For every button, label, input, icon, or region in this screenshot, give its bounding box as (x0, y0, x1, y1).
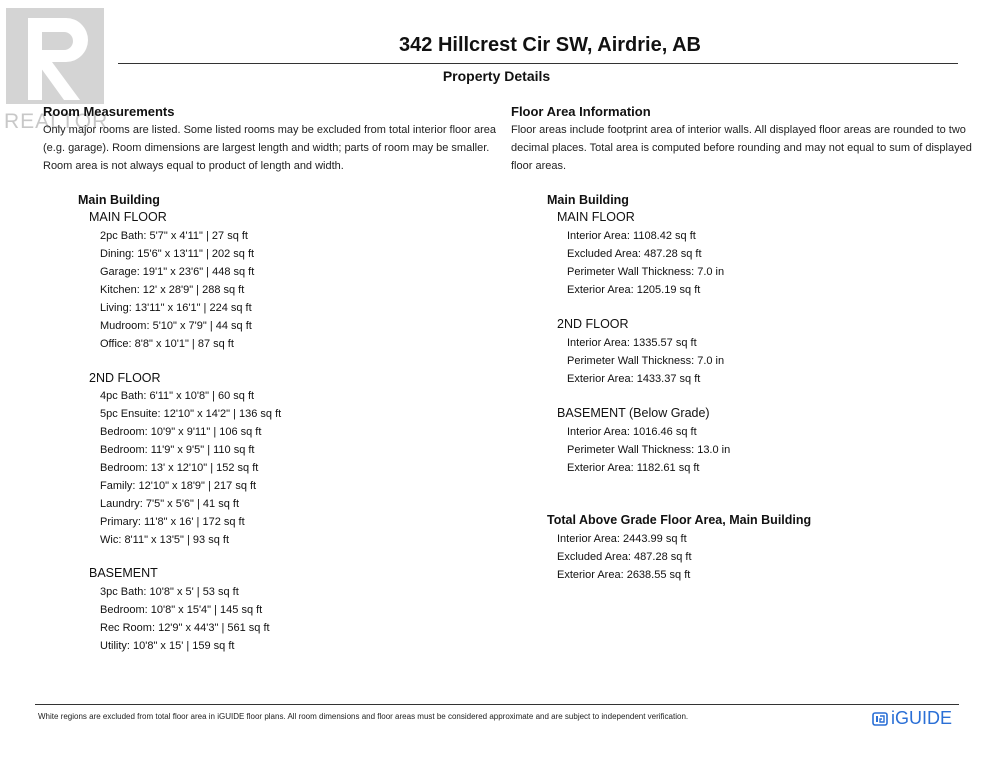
footer-divider (35, 704, 959, 705)
room-item: Bedroom: 11'9" x 9'5" | 110 sq ft (100, 444, 255, 456)
note-line: Floor areas include footprint area of interior walls. All displayed floor areas are rounded to two (511, 124, 966, 136)
area-floor-label-basement: BASEMENT (Below Grade) (557, 406, 710, 420)
room-item: 2pc Bath: 5'7" x 4'11" | 27 sq ft (100, 230, 248, 242)
note-line: decimal places. Total area is computed before rounding and may not equal to sum of displayed (511, 142, 972, 154)
total-area-heading: Total Above Grade Floor Area, Main Building (547, 513, 812, 527)
room-list-main (100, 227, 254, 353)
realtor-logo (6, 8, 104, 104)
room-item: Primary: 11'8" x 16' | 172 sq ft (100, 516, 245, 528)
room-item: Dining: 15'6" x 13'11" | 202 sq ft (100, 248, 255, 260)
area-item: Exterior Area: 1205.19 sq ft (567, 284, 701, 296)
room-item: Living: 13'11" x 16'1" | 224 sq ft (100, 302, 252, 314)
iguide-logo (872, 708, 952, 729)
area-item: Excluded Area: 487.28 sq ft (557, 551, 692, 563)
area-item: Exterior Area: 1182.61 sq ft (567, 462, 700, 474)
page-subtitle: Property Details (442, 68, 551, 84)
floor-label-basement: BASEMENT (89, 566, 158, 580)
area-item: Excluded Area: 487.28 sq ft (567, 248, 702, 260)
note-line: Only major rooms are listed. Some listed rooms may be excluded from total interior floor area (43, 124, 497, 136)
area-floor-label-main: MAIN FLOOR (557, 210, 635, 224)
floor-label-main: MAIN FLOOR (89, 210, 167, 224)
building-label: Main Building (78, 193, 160, 207)
area-list-basement (567, 423, 730, 477)
room-measurements-notes (43, 121, 496, 175)
room-measurements-heading: Room Measurements (43, 104, 175, 119)
area-item: Interior Area: 1108.42 sq ft (567, 230, 696, 242)
realtor-r-icon (6, 8, 104, 104)
building-label: Main Building (547, 193, 629, 207)
area-item: Exterior Area: 1433.37 sq ft (567, 373, 701, 385)
room-item: 4pc Bath: 6'11" x 10'8" | 60 sq ft (100, 390, 255, 402)
floor-area-notes (511, 121, 972, 175)
room-item: Mudroom: 5'10" x 7'9" | 44 sq ft (100, 320, 252, 332)
note-line: Room area is not always equal to product of length and width. (43, 160, 344, 172)
area-item: Interior Area: 2443.99 sq ft (557, 533, 687, 545)
header-divider (118, 63, 958, 64)
room-item: Utility: 10'8" x 15' | 159 sq ft (100, 640, 235, 652)
note-line: floor areas. (511, 160, 567, 172)
area-item: Perimeter Wall Thickness: 7.0 in (567, 355, 725, 367)
area-item: Perimeter Wall Thickness: 7.0 in (567, 266, 725, 278)
area-item: Interior Area: 1016.46 sq ft (567, 426, 697, 438)
room-item: Bedroom: 10'8" x 15'4" | 145 sq ft (100, 604, 263, 616)
room-list-2nd (100, 387, 281, 549)
floor-area-heading: Floor Area Information (511, 104, 651, 119)
room-item: 3pc Bath: 10'8" x 5' | 53 sq ft (100, 586, 239, 598)
room-item: Family: 12'10" x 18'9" | 217 sq ft (100, 480, 257, 492)
area-item: Perimeter Wall Thickness: 13.0 in (567, 444, 731, 456)
total-area-list (557, 530, 692, 584)
room-item: Rec Room: 12'9" x 44'3" | 561 sq ft (100, 622, 270, 634)
room-item: Garage: 19'1" x 23'6" | 448 sq ft (100, 266, 255, 278)
room-item: 5pc Ensuite: 12'10" x 14'2" | 136 sq ft (100, 408, 282, 420)
room-item: Kitchen: 12' x 28'9" | 288 sq ft (100, 284, 245, 296)
area-list-2nd (567, 334, 724, 388)
page-title: 342 Hillcrest Cir SW, Airdrie, AB (399, 34, 701, 56)
area-floor-label-2nd: 2ND FLOOR (557, 317, 629, 331)
note-line: (e.g. garage). Room dimensions are largest length and width; parts of room may be smaller. (43, 142, 490, 154)
floor-label-2nd: 2ND FLOOR (89, 371, 161, 385)
room-item: Bedroom: 10'9" x 9'11" | 106 sq ft (100, 426, 262, 438)
area-list-main (567, 227, 724, 299)
realtor-logo-text: REALTOR (4, 110, 109, 133)
area-item: Interior Area: 1335.57 sq ft (567, 337, 697, 349)
room-item: Laundry: 7'5" x 5'6" | 41 sq ft (100, 498, 240, 510)
footer-disclaimer: White regions are excluded from total floor area in iGUIDE floor plans. All room dimensions and floor areas must be considered approximate and are subject to independent verification. (38, 712, 689, 721)
room-item: Office: 8'8" x 10'1" | 87 sq ft (100, 338, 234, 350)
area-item: Exterior Area: 2638.55 sq ft (557, 569, 691, 581)
iguide-logo-text: iGUIDE (891, 708, 953, 728)
room-list-basement (100, 583, 270, 655)
room-item: Bedroom: 13' x 12'10" | 152 sq ft (100, 462, 259, 474)
room-item: Wic: 8'11" x 13'5" | 93 sq ft (100, 534, 229, 546)
iguide-icon (872, 712, 888, 726)
